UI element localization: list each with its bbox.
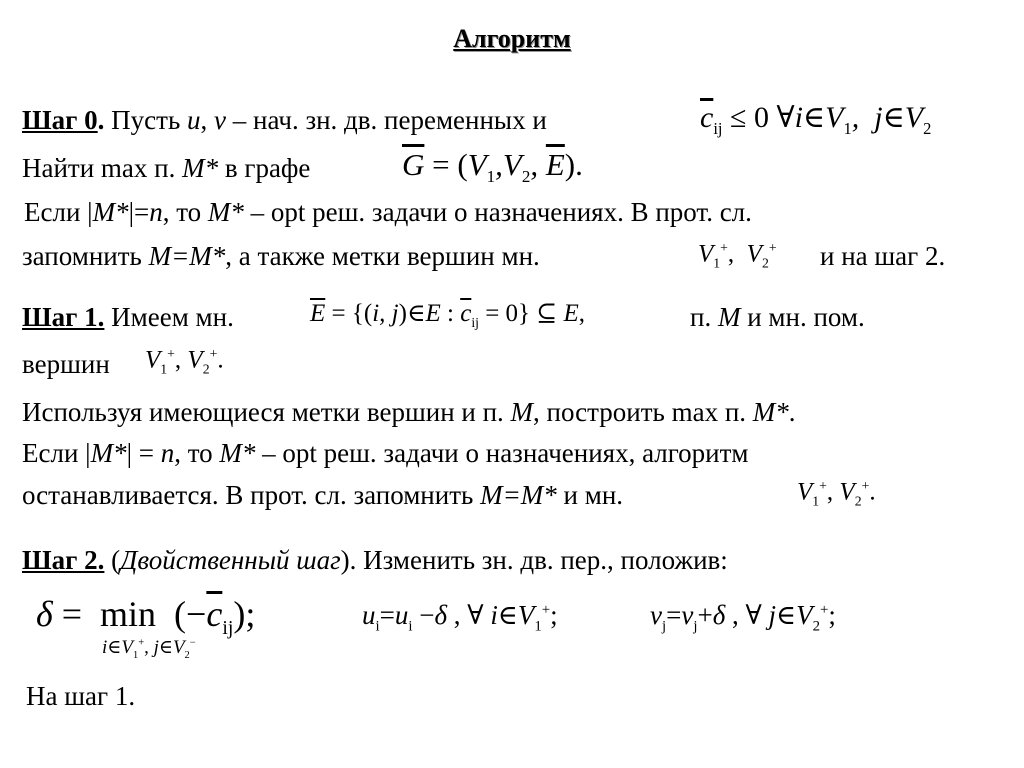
step2-line1: Шаг 2. (Двойственный шаг). Изменить зн. дв. пер., положив: <box>22 545 728 575</box>
formula-graph: $\overline{G} = (V_1,V_2$, $\overline{E}$). <box>402 147 583 187</box>
step1-line5: останавливается. В прот. сл. запомнить M=M* и мн. <box>22 480 624 510</box>
step1-line4: Если |M*| = n, то M* – opt реш. задачи о назначениях, алгоритм <box>22 438 749 468</box>
step0-line2: Найти max п. M* в графе <box>22 153 311 183</box>
step0-line1: Шаг 0. Пусть u, v – нач. зн. дв. переменных и <box>22 105 547 135</box>
formula-delta-sub: $i\in V_1^+$, $j\in V_2^-$ <box>102 637 196 661</box>
step0-line3: Если |M*|=n, то M* – opt реш. задачи о назначениях. В прот. сл. <box>24 197 752 227</box>
step2-label: Шаг 2. <box>22 545 105 575</box>
formula-vsets-a: $V_1^+$, $V_2^+$ <box>698 240 777 271</box>
step2-final: На шаг 1. <box>26 681 136 711</box>
step1-line3: Используя имеющиеся метки вершин и п. M, построить max п. M*. <box>22 397 796 427</box>
step1-line1-tail: п. M и мн. пом. <box>690 302 865 332</box>
formula-vsets-b: $V_1^+$, $V_2^+$. <box>145 346 224 377</box>
step1-label: Шаг 1. <box>22 302 105 332</box>
formula-delta: $\delta = \min (-\overline{c}_{ij})$; <box>36 594 256 640</box>
step1-line1: Шаг 1. Имеем мн. <box>22 302 234 332</box>
step0-label: Шаг 0 <box>22 105 98 135</box>
formula-cond: $\overline{c}_{ij} \le 0$ $\forall i\in V_1$, $j\in V_2$ <box>700 101 932 138</box>
step0-line4: запомнить M=M*, а также метки вершин мн. <box>22 241 540 271</box>
step0-line4-tail: и на шаг 2. <box>820 241 946 271</box>
formula-v-update: $v_j=v_j+\delta$ , ∀ $j\in V_2^+$; <box>650 600 836 635</box>
formula-vsets-c: $V_1^+$, $V_2^+$. <box>797 478 876 509</box>
formula-u-update: $u_i=u_i -\delta$ , ∀ $i\in V_1^+$; <box>362 600 558 635</box>
step1-line2: вершин <box>22 349 110 379</box>
page-title: Алгоритм <box>453 24 571 53</box>
formula-ebar: $\overline{E} = \{(i$, j)∈E : $\overline{c}_{ij} = 0$} ⊆ E, <box>310 300 586 330</box>
